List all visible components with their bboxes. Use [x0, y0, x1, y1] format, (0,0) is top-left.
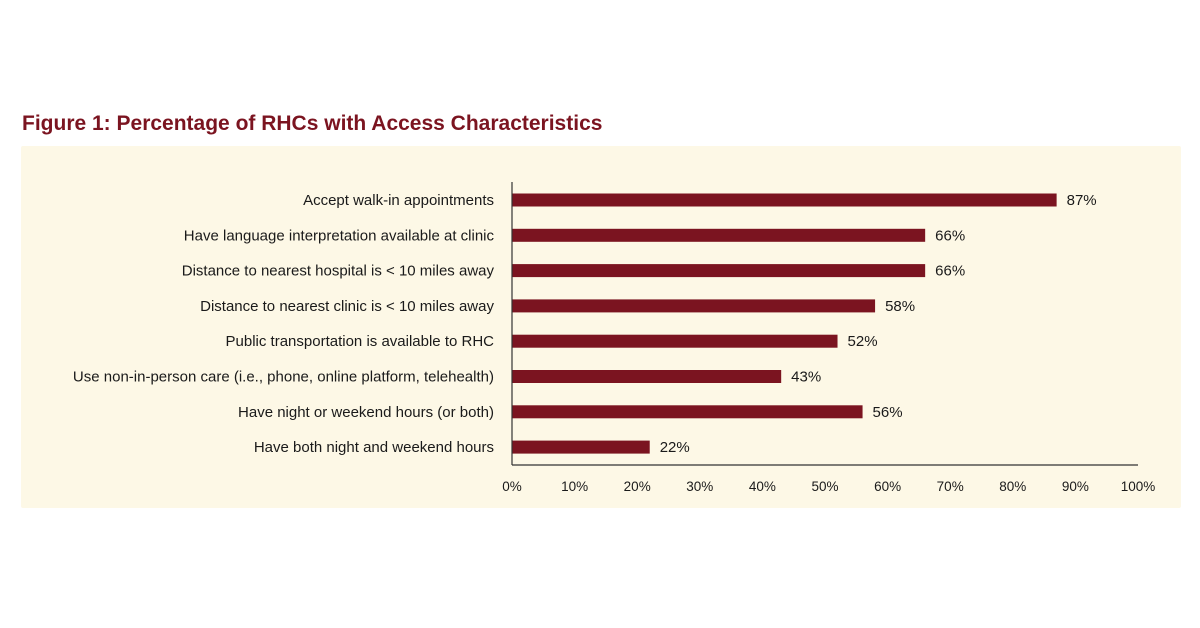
x-tick-label: 70%: [936, 479, 964, 494]
x-tick-label: 40%: [748, 479, 776, 494]
figure-title: Figure 1: Percentage of RHCs with Access Characteristics: [22, 112, 603, 135]
bar: [512, 370, 781, 383]
category-label: Have language interpretation available at clinic: [183, 227, 494, 245]
value-label: 43%: [791, 368, 822, 386]
x-tick-label: 80%: [999, 479, 1027, 494]
value-label: 66%: [935, 262, 966, 280]
category-label: Have night or weekend hours (or both): [238, 403, 494, 421]
x-tick-label: 100%: [1120, 479, 1156, 494]
x-tick-label: 20%: [623, 479, 651, 494]
x-tick-label: 10%: [561, 479, 589, 494]
category-label: Use non-in-person care (i.e., phone, online platform, telehealth): [72, 368, 494, 386]
x-tick-label: 90%: [1061, 479, 1089, 494]
bar-chart: [21, 146, 1181, 508]
x-tick-label: 30%: [686, 479, 714, 494]
bar: [512, 441, 650, 454]
category-label: Public transportation is available to RHC: [225, 333, 494, 351]
value-label: 22%: [659, 439, 690, 457]
bar: [512, 299, 875, 312]
value-label: 66%: [935, 227, 966, 245]
chart-panel: [21, 146, 1181, 508]
bar: [512, 194, 1057, 207]
value-label: 58%: [885, 297, 916, 315]
x-tick-label: 50%: [811, 479, 839, 494]
category-label: Distance to nearest clinic is < 10 miles away: [200, 297, 494, 315]
category-label: Have both night and weekend hours: [253, 439, 494, 457]
value-label: 56%: [872, 403, 903, 421]
bar: [512, 264, 925, 277]
x-tick-label: 0%: [502, 479, 522, 494]
bar: [512, 229, 925, 242]
bar: [512, 335, 838, 348]
category-label: Distance to nearest hospital is < 10 miles away: [181, 262, 494, 280]
bar: [512, 405, 863, 418]
value-label: 87%: [1066, 192, 1097, 209]
category-label: Accept walk-in appointments: [303, 192, 494, 209]
value-label: 52%: [847, 333, 878, 351]
x-tick-label: 60%: [874, 479, 902, 494]
